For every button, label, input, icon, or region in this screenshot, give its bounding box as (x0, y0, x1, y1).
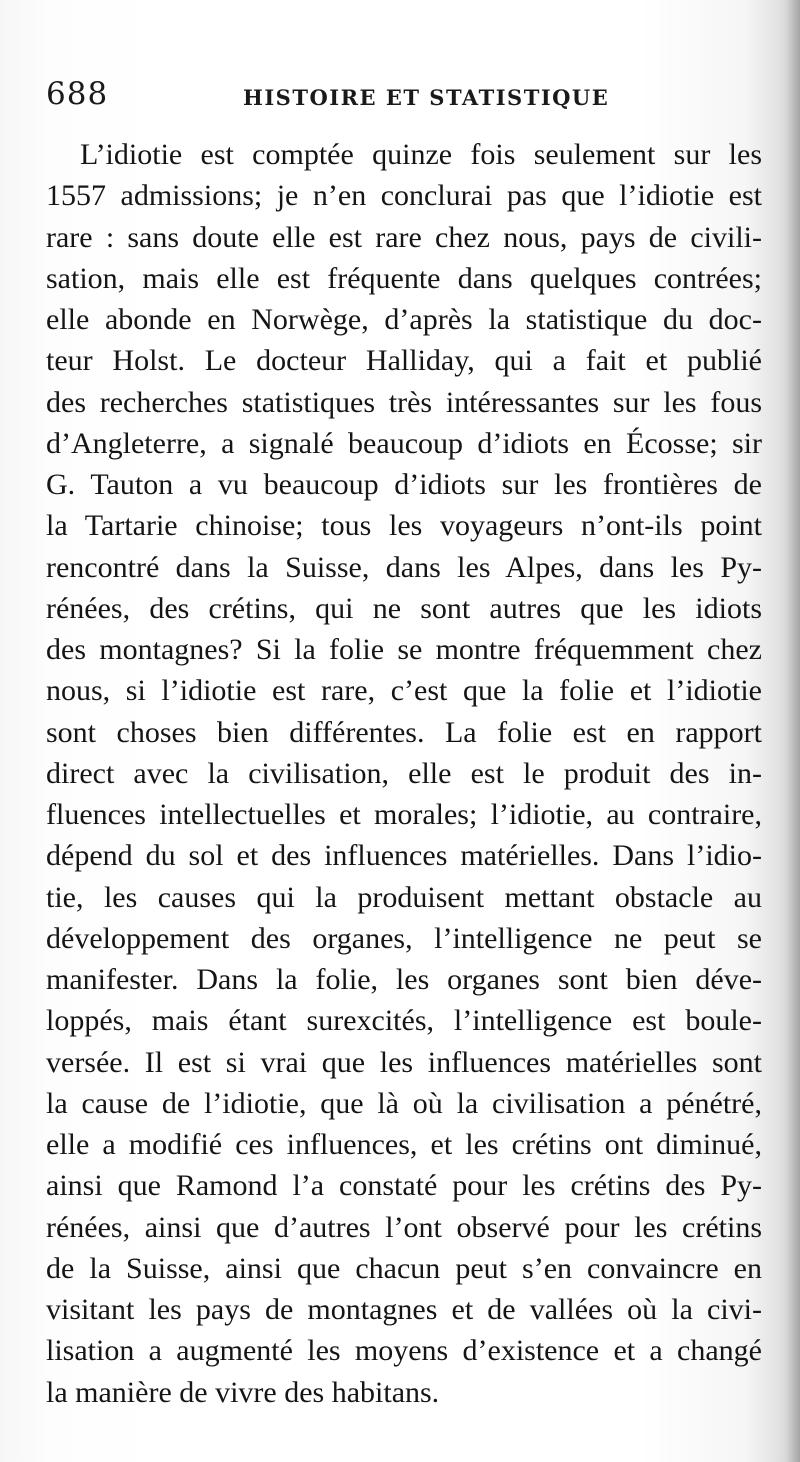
running-head: HISTOIRE ET STATISTIQUE (243, 85, 610, 110)
text-line: la Tartarie chinoise; tous les voyageurs n’ont-ils point (46, 509, 762, 543)
text-line: visitant les pays de montagnes et de vallées où la civi- (46, 1293, 762, 1326)
text-line: développement des organes, l’intelligence ne peut se (46, 921, 762, 955)
text-line: rénées, ainsi que d’autres l’ont observé pour les crétins (46, 1210, 762, 1244)
text-line: rénées, des crétins, qui ne sont autres que les idiots (46, 591, 762, 625)
text-line: elle abonde en Norwège, d’après la statistique du doc- (46, 303, 762, 336)
text-line: tie, les causes qui la produisent mettant obstacle au (46, 880, 762, 914)
text-line: la cause de l’idiotie, que là où la civilisation a pénétré, (46, 1086, 762, 1120)
text-line: des recherches statistiques très intéressantes sur les fous (46, 385, 762, 419)
text-line: L’idiotie est comptée quinze fois seulement sur les (80, 138, 762, 171)
text-line: versée. Il est si vrai que les influences matérielles sont (46, 1045, 762, 1079)
text-line: dépend du sol et des influences matérielles. Dans l’idio- (46, 839, 762, 873)
text-line: direct avec la civilisation, elle est le produit des in- (46, 756, 762, 790)
text-line: 1557 admissions; je n’en conclurai pas que l’idiotie est (46, 179, 762, 213)
text-line: manifester. Dans la folie, les organes sont bien déve- (46, 963, 762, 996)
text-line: teur Holst. Le docteur Halliday, qui a fait et publié (46, 344, 762, 378)
text-line: la manière de vivre des habitans. (46, 1375, 440, 1409)
text-line: rencontré dans la Suisse, dans les Alpes, dans les Py- (46, 550, 762, 584)
text-line: de la Suisse, ainsi que chacun peut s’en convaincre en (46, 1251, 762, 1285)
text-line: ainsi que Ramond l’a constaté pour les crétins des Py- (46, 1169, 762, 1203)
text-line: loppés, mais étant surexcités, l’intelligence est boule- (46, 1004, 762, 1038)
text-line: G. Tauton a vu beaucoup d’idiots sur les frontières de (46, 468, 762, 501)
text-line: d’Angleterre, a signalé beaucoup d’idiots en Écosse; sir (46, 426, 762, 460)
text-line: nous, si l’idiotie est rare, c’est que la folie et l’idiotie (46, 674, 762, 708)
page-header (46, 76, 756, 116)
text-line: rare : sans doute elle est rare chez nous, pays de civili- (46, 220, 762, 254)
text-line: des montagnes? Si la folie se montre fréquemment chez (46, 633, 762, 666)
text-line: sont choses bien différentes. La folie est en rapport (46, 715, 762, 749)
page-edge-shadow (786, 0, 800, 1462)
text-line: elle a modifié ces influences, et les crétins ont diminué, (46, 1128, 762, 1161)
text-line: lisation a augmenté les moyens d’existence et a changé (46, 1334, 762, 1368)
body-paragraph (46, 134, 762, 1413)
page-number: 688 (46, 76, 109, 112)
text-line: fluences intellectuelles et morales; l’idiotie, au contraire, (46, 798, 762, 831)
text-line: sation, mais elle est fréquente dans quelques contrées; (46, 261, 762, 295)
